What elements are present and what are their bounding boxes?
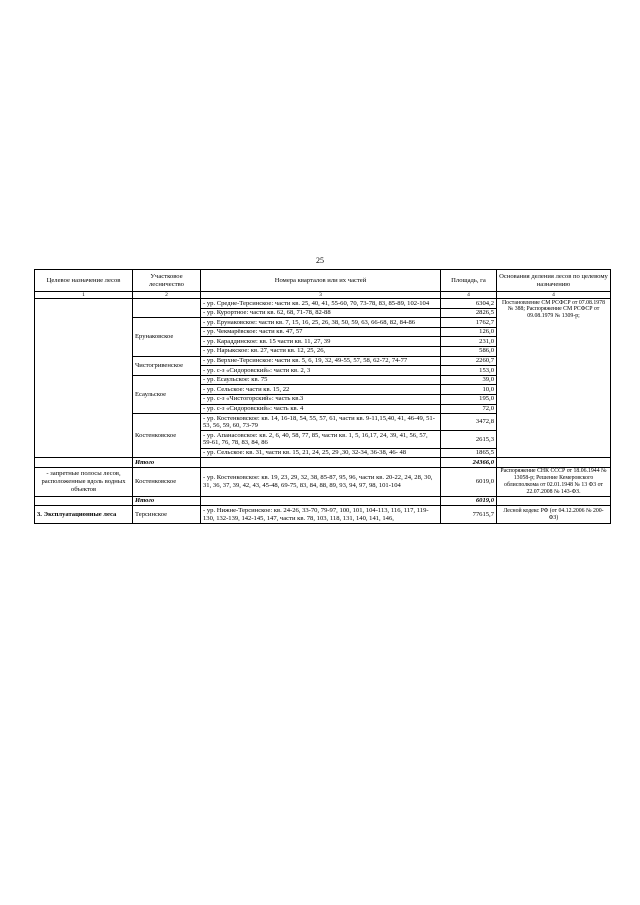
quarters-cell: - ур. Курортное: части кв. 62, 68, 71-78, 82-88	[201, 308, 441, 318]
area-cell: 2615,3	[441, 431, 497, 448]
quarters-cell: - ур. с-з «Сидоровский»: часть кв. 4	[201, 404, 441, 414]
total-label: Итого	[133, 496, 201, 506]
area-cell: 77615,7	[441, 506, 497, 523]
column-number: 4	[441, 292, 497, 299]
area-cell: 1865,5	[441, 448, 497, 458]
total-empty	[497, 496, 611, 506]
column-number: 4	[497, 292, 611, 299]
total-label: Итого	[133, 458, 201, 468]
area-cell: 153,0	[441, 366, 497, 376]
header-row	[35, 270, 611, 292]
district-cell: Чистогривенское	[133, 356, 201, 375]
column-number: 3	[201, 292, 441, 299]
area-cell: 2826,5	[441, 308, 497, 318]
quarters-cell: - ур. Ерунаковское: части кв. 7, 15, 16, 25, 26, 38, 50, 59, 63, 66-68, 82, 84-86	[201, 318, 441, 328]
quarters-cell: - ур. Верхне-Терсинское: части кв. 5, 6, 19, 32, 49-55, 57, 58, 62-72, 74-77	[201, 356, 441, 366]
table-row	[35, 299, 611, 309]
total-row	[35, 496, 611, 506]
purpose-cell: 3. Эксплуатационные леса	[35, 506, 133, 523]
table-row	[35, 506, 611, 523]
quarters-cell: - ур. с-з «Чистогорский»: часть кв.3	[201, 394, 441, 404]
total-empty	[497, 458, 611, 468]
quarters-cell: - ур. Сельское: части кв. 15, 22	[201, 385, 441, 395]
total-empty	[201, 496, 441, 506]
area-cell: 1762,7	[441, 318, 497, 328]
column-number: 1	[35, 292, 133, 299]
quarters-cell: - ур. Средне-Терсинское: части кв. 25, 40, 41, 55-60, 70, 73-78, 83, 85-89, 102-104	[201, 299, 441, 309]
page-number: 25	[316, 256, 324, 265]
area-cell: 72,0	[441, 404, 497, 414]
area-cell: 3472,8	[441, 414, 497, 431]
area-cell: 10,0	[441, 385, 497, 395]
header-purpose: Целевое назначение лесов	[35, 270, 133, 292]
district-cell: Есаульское	[133, 375, 201, 413]
header-area: Площадь, га	[441, 270, 497, 292]
quarters-cell: - ур. Нарыкское: кв. 27, части кв. 12, 25, 26,	[201, 346, 441, 356]
district-cell: Терсинское	[133, 506, 201, 523]
quarters-cell: - ур. Чекмарёвское: части кв. 47, 57	[201, 327, 441, 337]
total-row	[35, 458, 611, 468]
total-empty	[35, 496, 133, 506]
total-empty	[201, 458, 441, 468]
total-empty	[35, 458, 133, 468]
table-row	[35, 467, 611, 496]
area-cell: 586,0	[441, 346, 497, 356]
column-number: 2	[133, 292, 201, 299]
quarters-cell: - ур. Есаульское: кв. 75	[201, 375, 441, 385]
area-cell: 39,0	[441, 375, 497, 385]
quarters-cell: - ур. Сельское: кв. 31, части кв. 15, 21, 24, 25, 29 ,30, 32-34, 36-38, 46- 48	[201, 448, 441, 458]
header-basis: Основания деления лесов по целевому назначению	[497, 270, 611, 292]
quarters-cell: - ур. Апанасовское: кв. 2, 6, 40, 58, 77, 85, части кв. 1, 5, 16,17, 24, 39, 41, 56, 57, 59-61, 76, 78, 83, 84, 86	[201, 431, 441, 448]
quarters-cell: - ур. Костенковское: кв. 14, 16-18, 54, 55, 57, 61, части кв. 9-11,15,40, 41, 46-49, 51-53, 56, 59, 60, 73-79	[201, 414, 441, 431]
area-cell: 231,0	[441, 337, 497, 347]
area-cell: 126,0	[441, 327, 497, 337]
area-cell: 195,0	[441, 394, 497, 404]
district-cell-empty	[133, 299, 201, 318]
district-cell: Костенковское	[133, 414, 201, 458]
basis-cell: Лесной кодекс РФ (от 04.12.2006 № 200- ФЗ)	[497, 506, 611, 523]
quarters-cell: - ур. Караддинское: кв. 15 части кв. 11, 27, 39	[201, 337, 441, 347]
district-cell: Ерунаковское	[133, 318, 201, 356]
area-cell: 2260,7	[441, 356, 497, 366]
basis-cell: Постановление СМ РСФСР от 07.08.1978 № 388; Распоряжение СМ РСФСР от 09.08.1979 № 1309-р;	[497, 299, 611, 458]
header-quarters: Номера кварталов или их частей	[201, 270, 441, 292]
header-district: Участковое лесничество	[133, 270, 201, 292]
basis-cell: Распоряжение СНК СССР от 18.06.1944 № 13058-р; Решение Кемеровского облисполкома от 02.01.1948 № 13 Ф3 от 22.07.2008 № 143-ФЗ.	[497, 467, 611, 496]
total-value: 24366,0	[441, 458, 497, 468]
quarters-cell: - ур. с-з «Сидоровский»: части кв. 2, 3	[201, 366, 441, 376]
total-value: 6019,0	[441, 496, 497, 506]
district-cell: Костенковское	[133, 467, 201, 496]
area-cell: 6019,0	[441, 467, 497, 496]
quarters-cell: - ур. Костенковское: кв. 19, 23, 29, 32, 38, 85-87, 95, 96, части кв. 20-22, 24, 28, 30, 31, 36, 37, 39, 42, 43, 45-48, 69-75, 83, 84, 88, 89, 93, 94, 97, 98, 101-104	[201, 467, 441, 496]
purpose-cell-empty	[35, 299, 133, 458]
column-number-row	[35, 292, 611, 299]
purpose-cell: - запретные полосы лесов, расположенные вдоль водных объектов	[35, 467, 133, 496]
quarters-cell: - ур. Нижне-Терсинское: кв. 24-26, 33-70, 79-97, 100, 101, 104-113, 116, 117, 119-130, 132-139, 142-145, 147, части кв. 78, 103, 118, 131, 140, 141, 146,	[201, 506, 441, 523]
area-cell: 6304,2	[441, 299, 497, 309]
forest-division-table	[34, 269, 611, 524]
